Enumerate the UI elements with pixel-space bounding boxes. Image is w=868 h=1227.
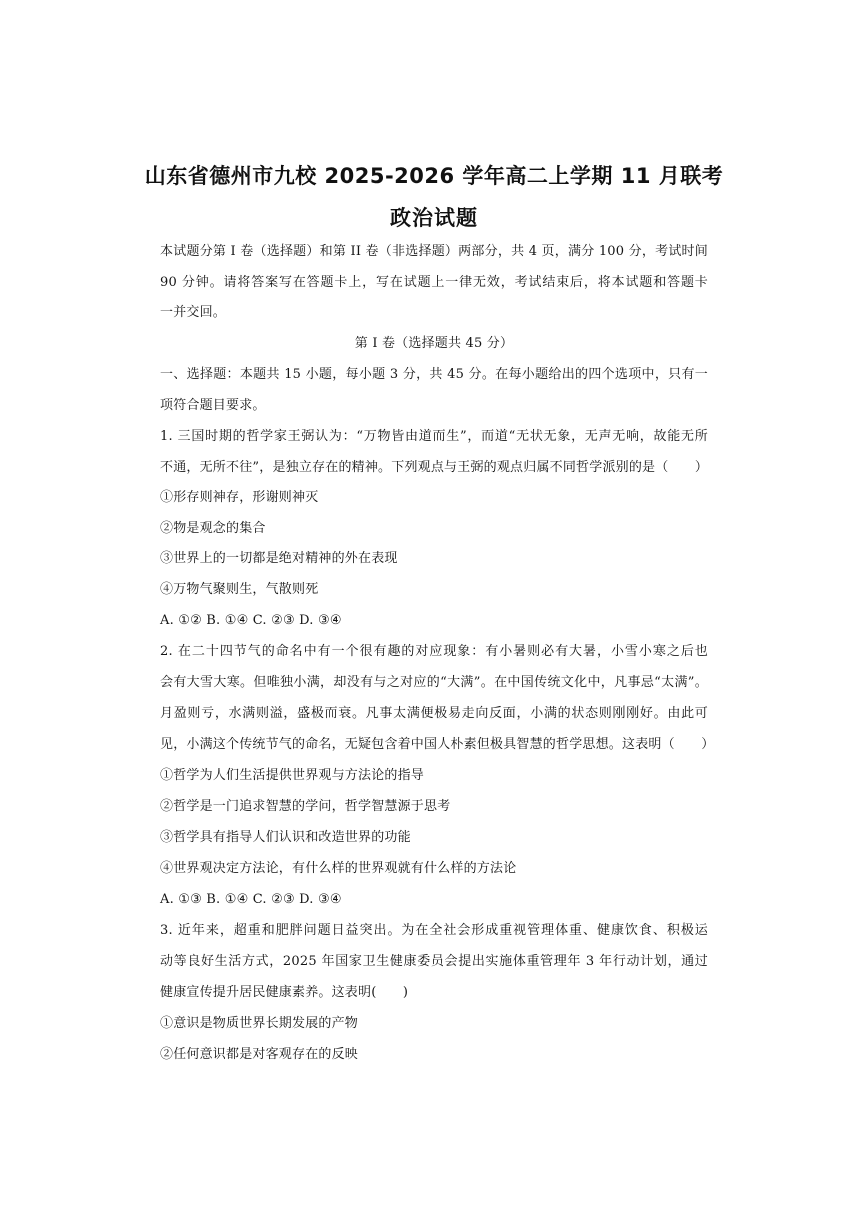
q2-option: ②哲学是一门追求智慧的学问，哲学智慧源于思考 [160,799,451,814]
intro-line: 90 分钟。请将答案写在答题卡上，写在试题上一律无效，考试结束后，将本试题和答题卡 [160,275,708,290]
q2-option: ③哲学具有指导人们认识和改造世界的功能 [160,830,411,845]
q1-stem-line: 1. 三国时期的哲学家王弼认为：“万物皆由道而生”，而道“无状无象，无声无响，故能无所 [160,429,708,444]
q2-option: ①哲学为人们生活提供世界观与方法论的指导 [160,768,425,783]
q1-stem-line: 不通，无所不往”，是独立存在的精神。下列观点与王弼的观点归属不同哲学派别的是（ ） [160,460,709,475]
section-title: 第 I 卷（选择题共 45 分） [354,336,514,351]
q2-stem-line: 见，小满这个传统节气的命名，无疑包含着中国人朴素但极具智慧的哲学思想。这表明（ ） [160,737,715,752]
intro-line: 一并交回。 [160,305,227,320]
q2-answer-choices: A. ①③ B. ①④ C. ②③ D. ③④ [160,892,342,907]
part-heading: 项符合题目要求。 [160,398,266,413]
intro-line: 本试题分第 I 卷（选择题）和第 II 卷（非选择题）两部分，共 4 页，满分 100 分，考试时间 [160,244,708,259]
q1-option: ②物是观念的集合 [160,521,266,536]
q2-stem-line: 月盈则亏，水满则溢，盛极而衰。凡事太满便极易走向反面，小满的状态则刚刚好。由此可 [160,706,708,721]
q3-stem-line: 健康宣传提升居民健康素养。这表明( ) [160,985,409,1000]
q3-option: ②任何意识都是对客观存在的反映 [160,1047,359,1062]
exam-subtitle: 政治试题 [390,206,478,230]
q2-stem-line: 会有大雪大寒。但唯独小满，却没有与之对应的“大满”。在中国传统文化中，凡事忌“太满”。 [160,675,708,690]
q1-answer-choices: A. ①② B. ①④ C. ②③ D. ③④ [160,613,342,628]
part-heading: 一、选择题：本题共 15 小题，每小题 3 分，共 45 分。在每小题给出的四个选项中，只有一 [160,367,708,382]
exam-title: 山东省德州市九校 2025-2026 学年高二上学期 11 月联考 [144,164,724,188]
q3-stem-line: 3. 近年来，超重和肥胖问题日益突出。为在全社会形成重视管理体重、健康饮食、积极运 [160,923,708,938]
q2-option: ④世界观决定方法论，有什么样的世界观就有什么样的方法论 [160,861,517,876]
q3-stem-line: 动等良好生活方式，2025 年国家卫生健康委员会提出实施体重管理年 3 年行动计划，通过 [160,954,708,969]
q1-option: ③世界上的一切都是绝对精神的外在表现 [160,551,398,566]
q1-option: ①形存则神存，形谢则神灭 [160,490,319,505]
q3-option: ①意识是物质世界长期发展的产物 [160,1016,359,1031]
q2-stem-line: 2. 在二十四节气的命名中有一个很有趣的对应现象：有小暑则必有大暑，小雪小寒之后也 [160,644,708,659]
q1-option: ④万物气聚则生，气散则死 [160,582,319,597]
